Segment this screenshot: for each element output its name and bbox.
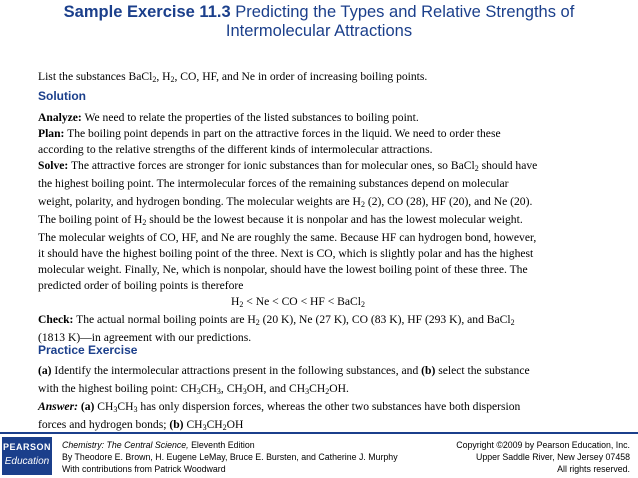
answer-line-2: forces and hydrogen bonds; (b) $CH_3CH_2OH$ <box>38 418 244 432</box>
solve-line-8: predicted order of boiling points is therefore <box>38 279 244 292</box>
solution-heading: Solution <box>38 89 86 103</box>
rights-line: All rights reserved. <box>557 464 630 474</box>
solve-line-2: the highest boiling point. The intermolecular forces of the remaining substances depend on molecular <box>38 177 509 190</box>
logo-pearson-text: PEARSON <box>2 442 51 452</box>
check-line-1: Check: The actual normal boiling points are $H_2$ (20 K), Ne (27 K), CO (83 K), HF (293 K), and BaCl$_2$ <box>38 313 515 327</box>
plan-line-1: Plan: The boiling point depends in part on the attractive forces in the liquid. We need to order these <box>38 127 501 140</box>
practice-line-2: with the highest boiling point: $CH_3CH_3$, $CH_3OH$, and $CH_3CH_2OH$. <box>38 382 349 396</box>
practice-heading: Practice Exercise <box>38 343 138 357</box>
boiling-point-order: $H_2 < Ne$ < CO < HF < BaCl$_2$ <box>231 295 365 309</box>
footer-copyright <box>456 439 630 475</box>
answer-line-1: Answer: (a) $CH_3CH_3$ has only dispersion forces, whereas the other two substances have both dispersion <box>38 400 521 414</box>
footer-credits <box>62 439 398 475</box>
pearson-logo <box>2 437 52 475</box>
footer-contributions: With contributions from Patrick Woodward <box>62 464 226 474</box>
title-line-1 <box>0 0 638 22</box>
check-line-2: (1813 K)—in agreement with our predictions. <box>38 331 252 344</box>
solve-line-1: Solve: The attractive forces are stronger for ionic substances than for molecular ones, so BaCl$_2$ should have <box>38 159 538 173</box>
footer-book-line: Chemistry: The Central Science, Eleventh Edition <box>62 440 255 450</box>
title-exercise-number: Sample Exercise 11.3 <box>63 3 231 21</box>
title-line-2: Intermolecular Attractions <box>225 22 413 40</box>
solve-line-5: The molecular weights of CO, HF, and Ne are roughly the same. Because HF can hydrogen bond, however, <box>38 231 537 244</box>
footer-divider <box>0 432 638 434</box>
solve-line-4: The boiling point of $H_2$ should be the lowest because it is nonpolar and has the lowest molecular weight. <box>38 213 523 227</box>
title-text: Predicting the Types and Relative Strengths of <box>235 3 575 21</box>
check-block <box>38 312 633 346</box>
plan-line-2: according to the relative strengths of the different kinds of intermolecular attractions. <box>38 143 433 156</box>
problem-statement: List the substances BaCl$_2$, $H_2$, CO, HF, and Ne in order of increasing boiling points. <box>38 70 428 84</box>
practice-body <box>38 363 633 433</box>
address-line: Upper Saddle River, New Jersey 07458 <box>475 452 630 462</box>
solve-line-7: molecular weight. Finally, Ne, which is nonpolar, should have the lowest boiling point of these three. The <box>38 263 528 276</box>
analyze-line: Analyze: We need to relate the properties of the listed substances to boiling point. <box>38 111 419 124</box>
logo-education-text: Education <box>4 456 50 467</box>
slide-title <box>0 0 638 41</box>
copyright-line: Copyright ©2009 by Pearson Education, Inc. <box>456 440 630 450</box>
footer-authors: By Theodore E. Brown, H. Eugene LeMay, Bruce E. Bursten, and Catherine J. Murphy <box>62 452 398 462</box>
practice-line-1: (a) Identify the intermolecular attractions present in the following substances, and (b) select the substance <box>38 364 530 377</box>
solution-body <box>38 110 633 310</box>
solve-line-6: it should have the highest boiling point of the three. Next is CO, which is slightly polar and has the highest <box>38 247 534 260</box>
solve-line-3: weight, polarity, and hydrogen bonding. The molecular weights are $H_2$ (2), CO (28), HF (20), and Ne (20). <box>38 195 533 209</box>
